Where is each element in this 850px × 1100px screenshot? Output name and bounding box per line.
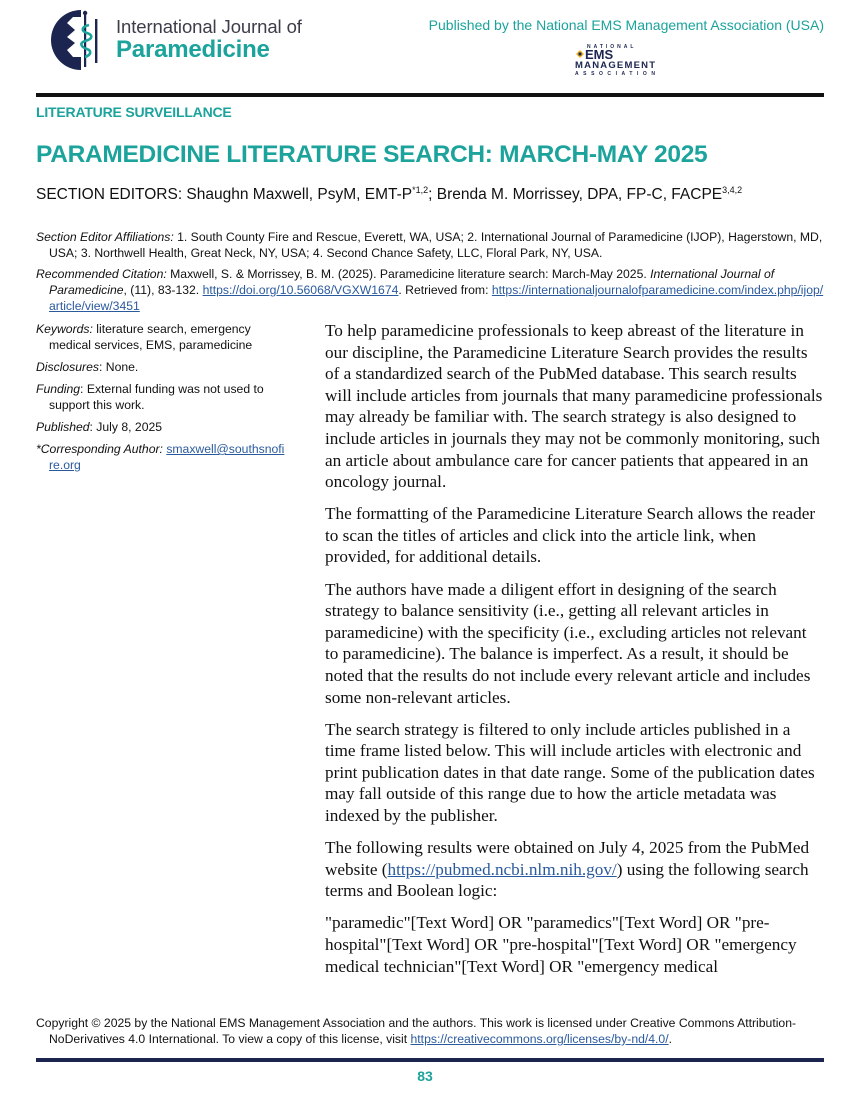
journal-name: [116, 17, 302, 63]
doi-link[interactable]: https://doi.org/10.56068/VGXW1674: [202, 283, 399, 297]
pubmed-link[interactable]: https://pubmed.ncbi.nlm.nih.gov/: [387, 859, 617, 879]
body-paragraph-3: The authors have made a diligent effort in designing of the search strategy to balance sensitivity (i.e., getting all relevant articles in paramedicine) with the specificity (i.e., excluding articles not relevant to paramedicine). The balance is imperfect. As a result, it should be noted that the results do not include every relevant article and includes some non-relevant articles.: [325, 579, 811, 707]
citation-journal: International Journal of Paramedicine: [49, 267, 775, 297]
disclosures-label: Disclosures: [36, 360, 99, 374]
article-url-link[interactable]: https://internationaljournalofparamedicine.com/index.php/ijop/article/view/3451: [49, 283, 824, 313]
article-body: [325, 320, 823, 988]
copyright-end: .: [668, 1032, 672, 1046]
editors-prefix: SECTION EDITORS: Shaughn Maxwell, PsyM, EMT-P: [36, 186, 413, 203]
editor1-affil-sup: *1,2: [412, 185, 429, 195]
funding-text: : External funding was not used to support this work.: [49, 382, 264, 412]
section-label: LITERATURE SURVEILLANCE: [36, 104, 232, 120]
corresponding-email-link[interactable]: smaxwell@southsnofire.org: [49, 442, 285, 472]
body-paragraph-1: To help paramedicine professionals to keep abreast of the literature in our discipline, the Paramedicine Literature Search provides the results of a standardized search of the PubMed database. This search results will include articles from journals that many paramedicine professionals may already be familiar with. The search strategy is also designed to include articles in journals they may not be commonly monitoring, such an article about ambulance care for cancer patients that appeared in an oncology journal.: [325, 321, 823, 492]
disclosures-text: : None.: [99, 360, 139, 374]
publisher-line: Published by the National EMS Management Association (USA): [428, 17, 824, 33]
citation-text: Maxwell, S. & Morrissey, B. M. (2025). Paramedicine literature search: March-May 2025.: [166, 267, 651, 281]
header-divider: [36, 93, 824, 97]
published-text: : July 8, 2025: [89, 420, 163, 434]
nemsma-logo: [573, 42, 657, 76]
p5-after: ) using the following search terms and Boolean logic:: [325, 859, 809, 901]
body-paragraph-6: "paramedic"[Text Word] OR "paramedics"[Text Word] OR "pre-hospital"[Text Word] OR "pre-hospital"[Text Word] OR "emergency medical technician"[Text Word] OR "emergency medical: [325, 913, 797, 976]
ems-logo-ems: EMS: [585, 47, 614, 62]
ems-logo-association: ASSOCIATION: [575, 71, 655, 76]
keywords: [36, 321, 288, 353]
corresponding-label: *Corresponding Author:: [36, 442, 163, 456]
section-editors: [36, 180, 826, 205]
journal-name-line1: International Journal of: [116, 16, 302, 37]
funding-label: Funding: [36, 382, 81, 396]
affiliations-label: Section Editor Affiliations:: [36, 230, 174, 244]
funding: [36, 381, 288, 413]
citation-label: Recommended Citation:: [36, 267, 167, 281]
ems-logo-management: MANAGEMENT: [575, 60, 655, 71]
disclosures: [36, 359, 288, 375]
body-paragraph-2: The formatting of the Paramedicine Literature Search allows the reader to scan the titles of articles and click into the article link, when provided, for additional details.: [325, 504, 816, 567]
journal-name-line2: Paramedicine: [116, 36, 270, 63]
copyright-notice: [36, 1015, 826, 1047]
ems-logo-national: NATIONAL: [587, 44, 637, 50]
p5-before: The following results were obtained on July 4, 2025 from the PubMed website (: [325, 838, 810, 879]
citation-issue: , (11), 83-132.: [123, 283, 203, 297]
corresponding-author: [36, 441, 288, 473]
keywords-label: Keywords:: [36, 322, 93, 336]
affiliations-text: 1. South County Fire and Rescue, Everett, WA, USA; 2. International Journal of Paramedicine (IJOP), Hagerstown, MD, USA; 3. Northwell Health, Great Neck, NY, USA; 4. Second Chance Safety, LLC, Floral Park, NY, USA.: [49, 230, 823, 260]
published-label: Published: [36, 420, 90, 434]
affiliations: [36, 229, 826, 261]
editor2-affil-sup: 3,4,2: [722, 185, 743, 195]
license-link[interactable]: https://creativecommons.org/licenses/by-nd/4.0/: [410, 1032, 669, 1046]
journal-logo-icon: [37, 7, 103, 73]
recommended-citation: [36, 266, 826, 314]
article-title: PARAMEDICINE LITERATURE SEARCH: MARCH-MAY 2025: [36, 141, 708, 168]
body-paragraph-5: [325, 837, 823, 902]
page-number: 83: [417, 1068, 433, 1084]
copyright-text: Copyright © 2025 by the National EMS Management Association and the authors. This work is licensed under Creative Commons Attribution-NoDerivatives 4.0 International. To view a copy of this license, visit: [36, 1016, 797, 1046]
published: [36, 419, 288, 435]
article-sidebar: [36, 321, 288, 479]
footer-divider: [36, 1058, 824, 1062]
editors-mid: ; Brenda M. Morrissey, DPA, FP-C, FACPE: [428, 186, 723, 203]
citation-retrieved: . Retrieved from:: [398, 283, 492, 297]
keywords-text: literature search, emergency medical services, EMS, paramedicine: [49, 322, 253, 352]
body-paragraph-4: The search strategy is filtered to only include articles published in a time frame listed below. This will include articles with electronic and print publication dates in that date range. Some of the publication dates may fall outside of this range due to how the article metadata was indexed by the publisher.: [325, 719, 815, 825]
